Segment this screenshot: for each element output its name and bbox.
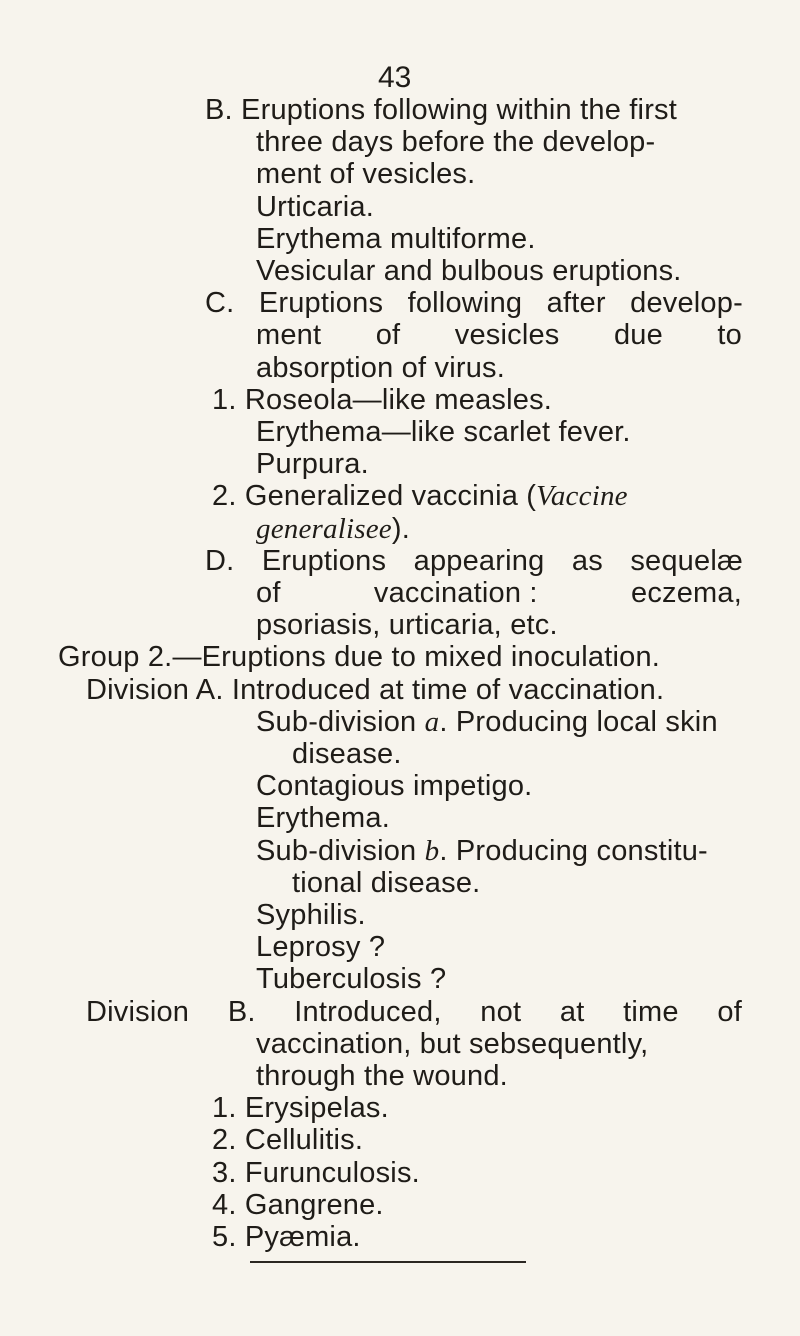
group-2-heading: Group 2.—Eruptions due to mixed inoculation. bbox=[58, 641, 661, 674]
word: B. bbox=[227, 995, 256, 1028]
c-cont-2: absorption of virus. bbox=[256, 351, 506, 384]
c2-italic: Vaccine bbox=[536, 480, 628, 513]
c2-text: 2. Generalized vaccinia ( bbox=[212, 480, 537, 513]
word: of bbox=[375, 319, 401, 352]
word: D. bbox=[205, 544, 235, 577]
word: not bbox=[480, 995, 522, 1028]
sda-letter: a bbox=[424, 705, 440, 738]
subdivision-b-cont: tional disease. bbox=[292, 866, 481, 899]
db-item-1: 1. Erysipelas. bbox=[212, 1092, 389, 1125]
c2-italic-2: generalisee bbox=[256, 512, 392, 545]
word: Eruptions bbox=[258, 287, 384, 320]
d-cont-2: psoriasis, urticaria, etc. bbox=[256, 609, 558, 642]
word: sequelæ bbox=[630, 544, 743, 577]
sdb-item-syphilis: Syphilis. bbox=[256, 899, 366, 931]
sda-item-erythema: Erythema. bbox=[256, 802, 390, 835]
sda-rest: . Producing local skin bbox=[439, 705, 718, 738]
division-b-cont-2: through the wound. bbox=[256, 1060, 508, 1092]
c2-close: ). bbox=[391, 512, 410, 545]
db-item-4: 4. Gangrene. bbox=[212, 1188, 384, 1221]
word: at bbox=[559, 995, 585, 1028]
b-cont-1: three days before the develop- bbox=[256, 126, 656, 159]
word: vaccination : bbox=[373, 577, 538, 609]
db-item-3: 3. Furunculosis. bbox=[212, 1156, 420, 1189]
db-item-2: 2. Cellulitis. bbox=[212, 1124, 364, 1157]
c-item-1c: Purpura. bbox=[256, 448, 369, 481]
subdivision-a-cont: disease. bbox=[292, 738, 402, 770]
sdb-prefix: Sub-division bbox=[256, 834, 425, 867]
division-b-heading bbox=[86, 996, 742, 1028]
word: C. bbox=[205, 287, 235, 320]
word: to bbox=[717, 319, 742, 352]
division-b-cont-1: vaccination, but sebsequently, bbox=[256, 1027, 649, 1060]
word: ment bbox=[256, 319, 322, 352]
c-item-1: 1. Roseola—like measles. bbox=[212, 383, 553, 416]
sdb-item-tuberculosis: Tuberculosis ? bbox=[256, 963, 447, 996]
c-cont-1 bbox=[256, 319, 742, 351]
b-item-urticaria: Urticaria. bbox=[256, 190, 375, 223]
b-heading: B. Eruptions following within the first bbox=[205, 94, 678, 126]
d-cont-1 bbox=[256, 577, 742, 609]
sdb-rest: . Producing constitu- bbox=[439, 834, 708, 867]
c-item-2-cont bbox=[256, 513, 410, 545]
word: vesicles bbox=[454, 319, 560, 352]
c-item-2 bbox=[212, 480, 628, 512]
word: of bbox=[256, 577, 281, 609]
division-a-heading: Division A. Introduced at time of vaccination. bbox=[86, 673, 665, 706]
word: appearing bbox=[413, 544, 545, 577]
word: eczema, bbox=[631, 577, 742, 609]
word: Introduced, bbox=[294, 995, 442, 1028]
db-item-5: 5. Pyæmia. bbox=[212, 1221, 361, 1253]
word: time bbox=[623, 995, 679, 1028]
footer-rule bbox=[250, 1261, 526, 1263]
word: as bbox=[571, 544, 603, 577]
subdivision-b bbox=[256, 835, 708, 867]
b-item-vesicular: Vesicular and bulbous eruptions. bbox=[256, 255, 682, 287]
word: after bbox=[546, 287, 606, 320]
b-item-erythema: Erythema multiforme. bbox=[256, 222, 536, 255]
word: of bbox=[717, 995, 742, 1028]
c-item-1b: Erythema—like scarlet fever. bbox=[256, 416, 631, 448]
sdb-item-leprosy: Leprosy ? bbox=[256, 931, 386, 964]
word: Eruptions bbox=[261, 544, 387, 577]
sdb-letter: b bbox=[424, 834, 440, 867]
word: Division bbox=[86, 995, 190, 1028]
d-heading bbox=[205, 545, 743, 577]
sda-prefix: Sub-division bbox=[256, 705, 425, 738]
page-number: 43 bbox=[378, 61, 412, 94]
b-cont-2: ment of vesicles. bbox=[256, 158, 476, 191]
word: following bbox=[407, 287, 523, 320]
sda-item-impetigo: Contagious impetigo. bbox=[256, 770, 533, 803]
word: develop- bbox=[630, 287, 743, 320]
c-heading bbox=[205, 287, 743, 319]
word: due bbox=[613, 319, 663, 352]
subdivision-a bbox=[256, 706, 718, 738]
